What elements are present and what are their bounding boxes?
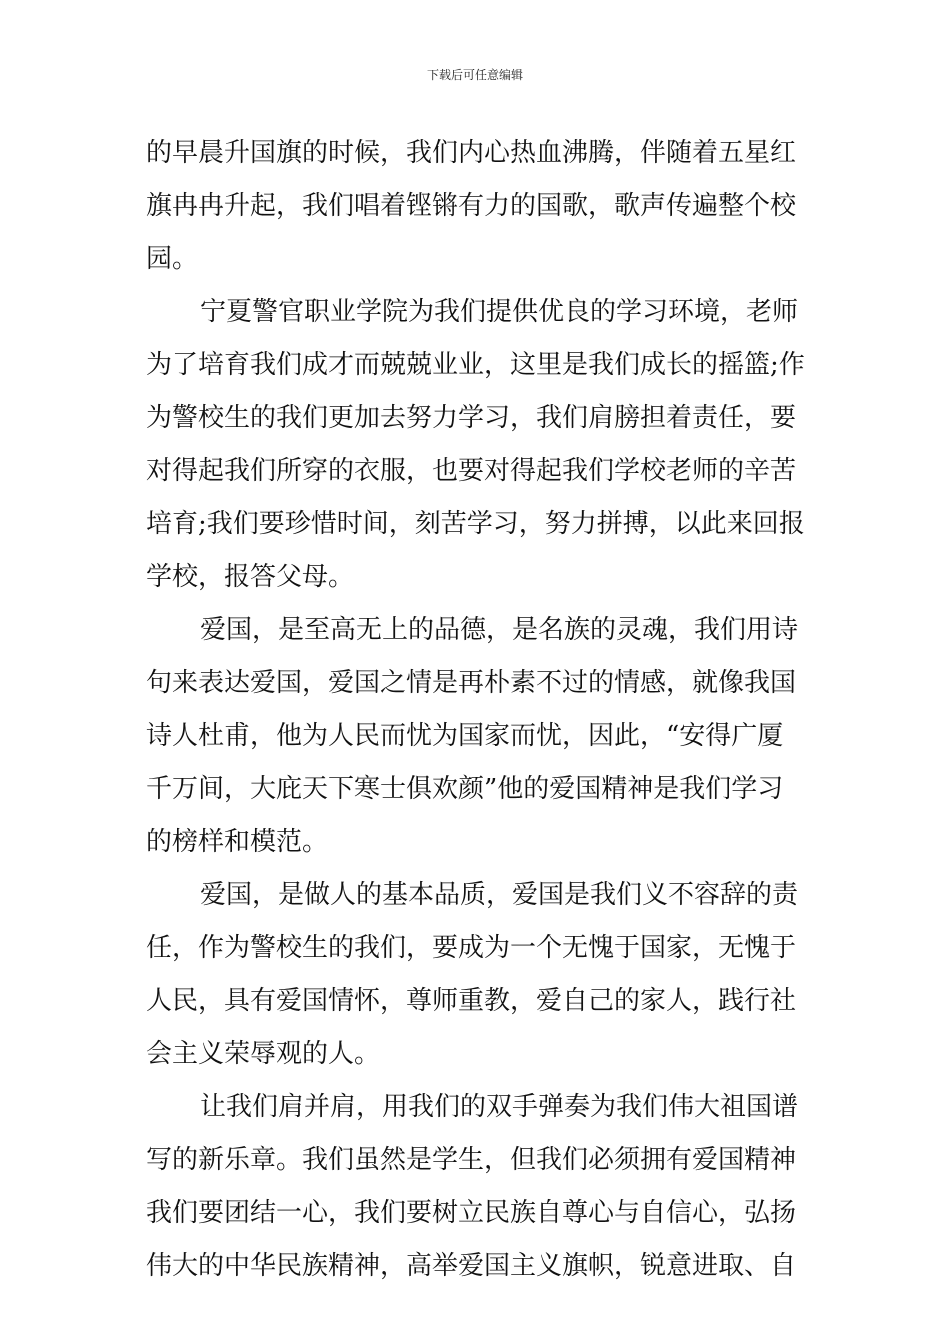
text-line: 的早晨升国旗的时候，我们内心热血沸腾，伴随着五星红: [146, 138, 797, 168]
text-line: 句来表达爱国，爱国之情是再朴素不过的情感，就像我国: [146, 668, 797, 698]
text-line: 千万间，大庇天下寒士俱欢颜”他的爱国精神是我们学习: [146, 774, 784, 804]
text-line: 为了培育我们成才而兢兢业业，这里是我们成长的摇篮;作: [146, 350, 805, 380]
paragraph: [146, 1081, 808, 1293]
text-line: 诗人杜甫，他为人民而忧为国家而忧，因此，“安得广厦: [146, 721, 784, 751]
text-line: 培育;我们要珍惜时间，刻苦学习，努力拼搏，以此来回报: [146, 509, 805, 539]
text-line: 伟大的中华民族精神，高举爱国主义旗帜，锐意进取、自: [146, 1251, 797, 1281]
text-line: 我们要团结一心，我们要树立民族自尊心与自信心，弘扬: [146, 1198, 797, 1228]
text-line: 人民，具有爱国情怀，尊师重教，爱自己的家人，践行社: [146, 986, 797, 1016]
paragraph: [146, 604, 808, 869]
text-line: 旗冉冉升起，我们唱着铿锵有力的国歌，歌声传遍整个校: [146, 191, 797, 221]
paragraph: [146, 286, 808, 604]
text-line: 让我们肩并肩，用我们的双手弹奏为我们伟大祖国谱: [200, 1092, 799, 1122]
text-line: 宁夏警官职业学院为我们提供优良的学习环境，老师: [200, 297, 799, 327]
text-line: 的榜样和模范。: [146, 827, 329, 857]
text-line: 爱国，是至高无上的品德，是名族的灵魂，我们用诗: [200, 615, 799, 645]
paragraph: [146, 869, 808, 1081]
text-line: 写的新乐章。我们虽然是学生，但我们必须拥有爱国精神: [146, 1145, 797, 1175]
text-line: 会主义荣辱观的人。: [146, 1039, 381, 1069]
text-line: 为警校生的我们更加去努力学习，我们肩膀担着责任，要: [146, 403, 797, 433]
document-body: [146, 127, 808, 1293]
text-line: 爱国，是做人的基本品质，爱国是我们义不容辞的责: [200, 880, 799, 910]
page-header-note: 下载后可任意编辑: [426, 68, 523, 82]
paragraph: [146, 127, 808, 286]
text-line: 学校，报答父母。: [146, 562, 355, 592]
text-line: 任，作为警校生的我们，要成为一个无愧于国家，无愧于: [146, 933, 797, 963]
text-line: 对得起我们所穿的衣服，也要对得起我们学校老师的辛苦: [146, 456, 797, 486]
text-line: 园。: [146, 244, 199, 274]
